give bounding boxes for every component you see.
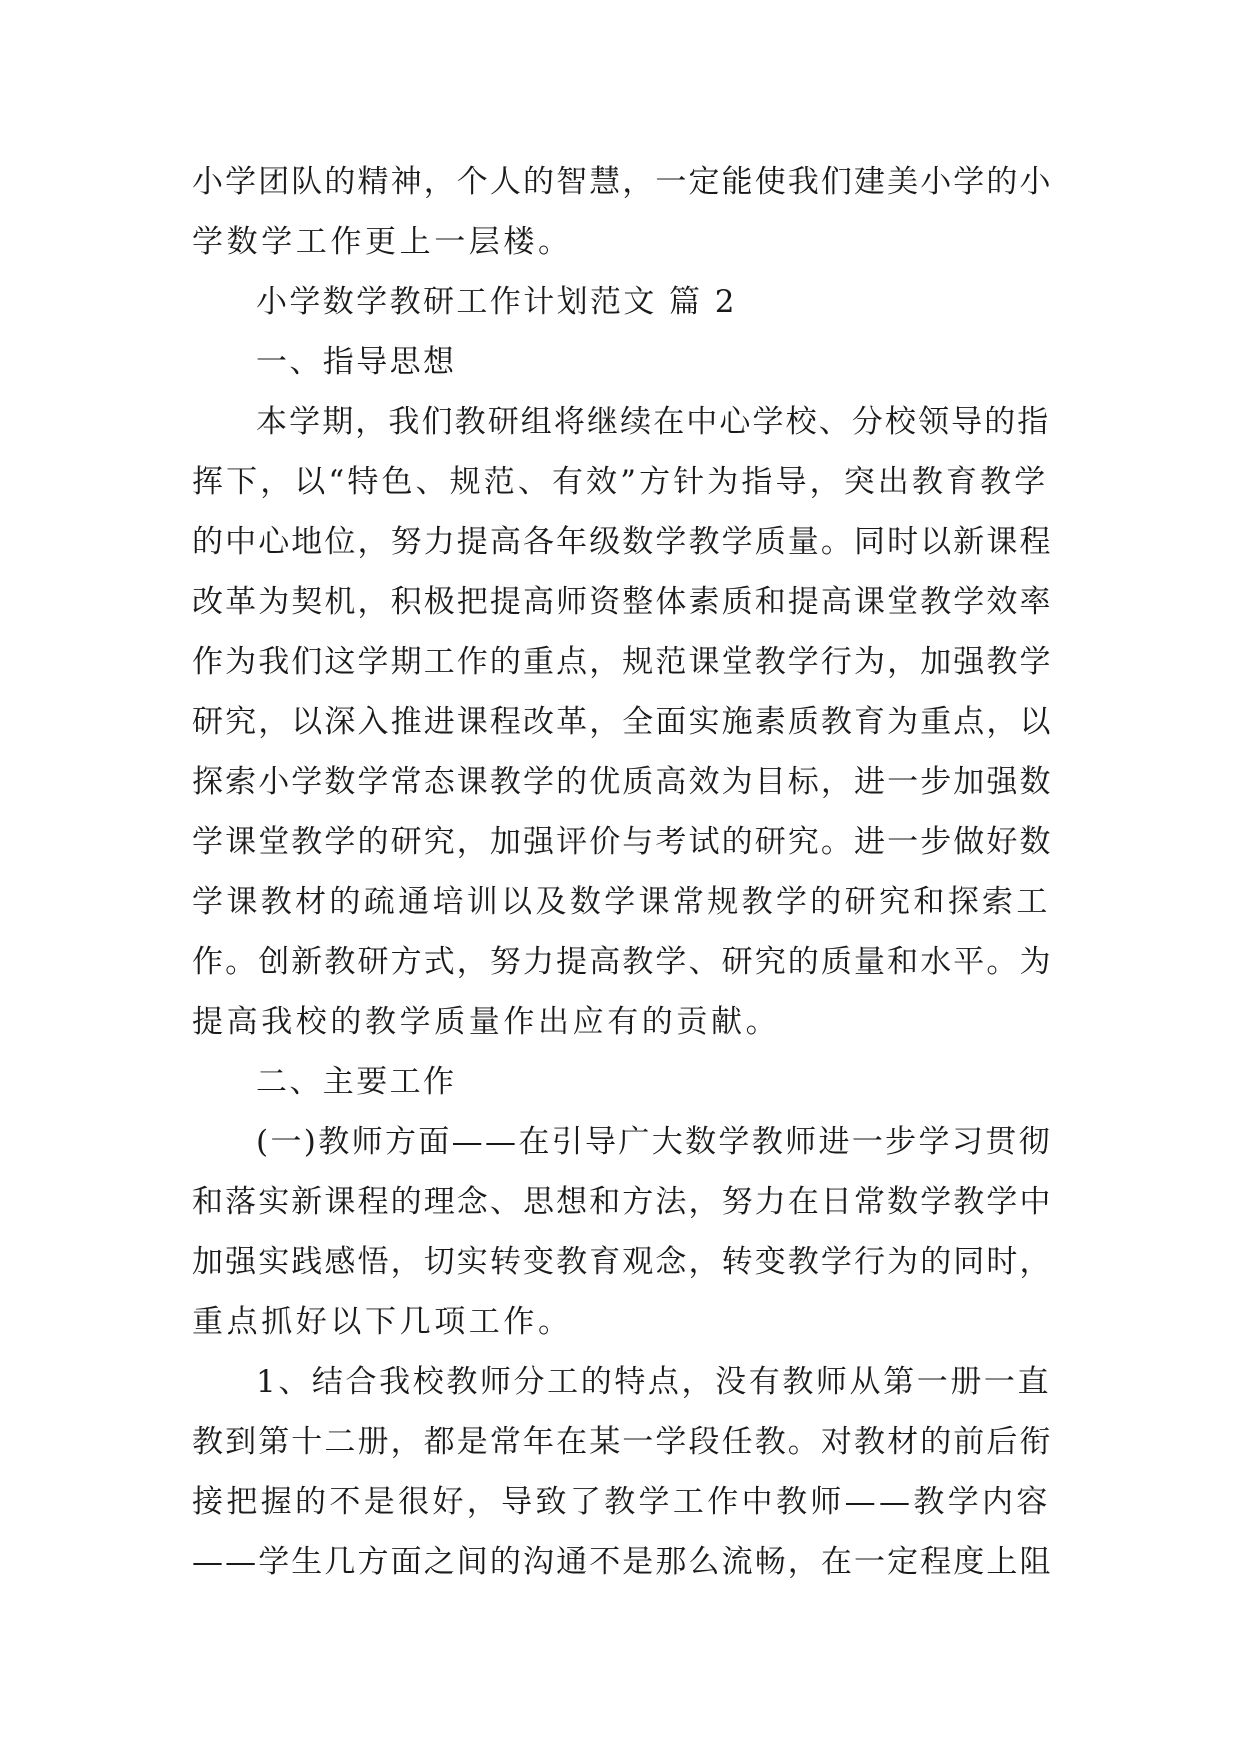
text-line: 作为我们这学期工作的重点，规范课堂教学行为，加强教学 <box>192 644 1053 680</box>
text-line: 研究，以深入推进课程改革，全面实施素质教育为重点，以 <box>192 704 1053 740</box>
text-line: 本学期，我们教研组将继续在中心学校、分校领导的指 <box>256 404 1051 440</box>
text-line: 学数学工作更上一层楼。 <box>192 224 573 260</box>
text-line: 和落实新课程的理念、思想和方法，努力在日常数学教学中 <box>192 1184 1053 1220</box>
section-heading: 一、指导思想 <box>256 344 457 380</box>
text-line: 学课教材的疏通培训以及数学课常规教学的研究和探索工 <box>192 884 1051 920</box>
text-line: 教到第十二册，都是常年在某一学段任教。对教材的前后衔 <box>192 1424 1053 1460</box>
text-line: ——学生几方面之间的沟通不是那么流畅，在一定程度上阻 <box>192 1544 1053 1580</box>
text-line: 接把握的不是很好，导致了教学工作中教师——教学内容 <box>192 1484 1051 1520</box>
section-heading: 二、主要工作 <box>256 1064 457 1100</box>
text-line: 加强实践感悟，切实转变教育观念，转变教学行为的同时， <box>192 1244 1053 1280</box>
text-line: 改革为契机，积极把提高师资整体素质和提高课堂教学效率 <box>192 584 1053 620</box>
text-line: (一)教师方面——在引导广大数学教师进一步学习贯彻 <box>256 1124 1052 1160</box>
text-line: 探索小学数学常态课教学的优质高效为目标，进一步加强数 <box>192 764 1053 800</box>
text-line: 挥下，以“特色、规范、有效”方针为指导，突出教育教学 <box>192 464 1049 500</box>
text-line: 重点抓好以下几项工作。 <box>192 1304 573 1340</box>
text-line: 1、结合我校教师分工的特点，没有教师从第一册一直 <box>256 1364 1052 1400</box>
text-line: 作。创新教研方式，努力提高教学、研究的质量和水平。为 <box>192 944 1053 980</box>
text-line: 小学团队的精神，个人的智慧，一定能使我们建美小学的小 <box>192 164 1053 200</box>
document-body <box>192 152 1054 1592</box>
text-line: 提高我校的教学质量作出应有的贡献。 <box>192 1004 781 1040</box>
article-title: 小学数学教研工作计划范文 篇 2 <box>256 284 737 320</box>
text-line: 的中心地位，努力提高各年级数学教学质量。同时以新课程 <box>192 524 1053 560</box>
text-line: 学课堂教学的研究，加强评价与考试的研究。进一步做好数 <box>192 824 1053 860</box>
